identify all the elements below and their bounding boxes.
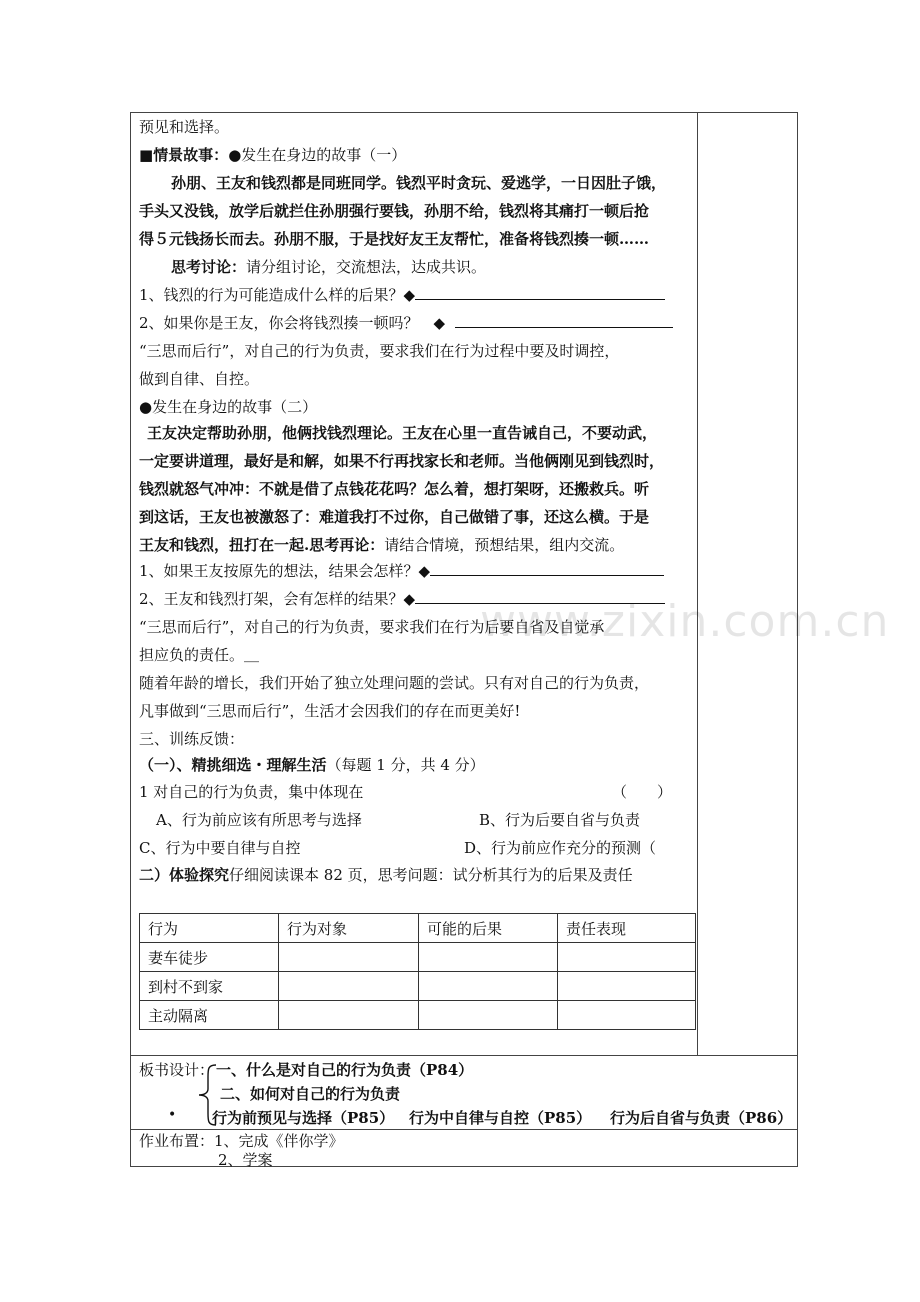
homework-line-1 — [139, 1131, 344, 1151]
table-cell[interactable] — [279, 943, 419, 972]
discuss-line — [171, 257, 486, 277]
behavior-table — [139, 913, 696, 1030]
table-header-cell: 可能的后果 — [419, 914, 558, 943]
table-row-label: 妻车徒步 — [140, 943, 279, 972]
table-header-row — [140, 914, 696, 943]
question-2 — [139, 313, 673, 333]
table-cell[interactable] — [558, 943, 696, 972]
summary1-line-1: “三思而后行”，对自己的行为负责，要求我们在行为过程中要及时调控， — [139, 342, 620, 360]
board-label: 板书设计： — [139, 1061, 215, 1079]
table-cell[interactable] — [558, 972, 696, 1001]
story2-last-bold: 王友和钱烈，扭打在一起. — [139, 536, 310, 554]
board-sub-3: 行为后自省与负责（P86） — [610, 1109, 793, 1127]
story1-title: ●发生在身边的故事（一） — [228, 146, 407, 164]
story2-line-5 — [139, 535, 624, 555]
table-header-cell: 行为对象 — [279, 914, 419, 943]
table-cell[interactable] — [419, 943, 558, 972]
part2-text: 仔细阅读课本 82 页，思考问题：试分析其行为的后果及责任 — [229, 866, 633, 884]
section-3-heading: 三、训练反馈： — [139, 730, 245, 748]
table-row — [140, 972, 696, 1001]
answer-blank-4[interactable] — [415, 589, 665, 604]
discuss-label: 思考讨论： — [171, 258, 247, 276]
rethink-label: 思考再论： — [309, 536, 385, 554]
mc-option-c: C、行为中要自律与自控 — [139, 839, 301, 857]
frame-left — [130, 112, 131, 1167]
table-cell[interactable] — [419, 972, 558, 1001]
table-row-label: 主动隔离 — [140, 1001, 279, 1030]
bullet-icon: • — [168, 1107, 177, 1123]
rethink-text: 请结合情境，预想结果，组内交流。 — [384, 536, 625, 554]
summary1-line-2: 做到自律、自控。 — [139, 370, 260, 388]
answer-blank-1[interactable] — [415, 285, 665, 300]
story1-line-2: 手头又没钱，放学后就拦住孙朋强行要钱，孙朋不给，钱烈将其痛打一顿后抢 — [139, 202, 650, 220]
table-row-label: 到村不到家 — [140, 972, 279, 1001]
mc-answer-paren[interactable]: （ ） — [612, 783, 673, 801]
question-4-text: 2、王友和钱烈打架，会有怎样的结果？◆ — [139, 590, 416, 608]
question-1-text: 1、钱烈的行为可能造成什么样的后果？◆ — [139, 286, 416, 304]
text-line-0: 预见和选择。 — [139, 118, 230, 136]
part2-heading — [139, 865, 633, 885]
story2-line-1: 王友决定帮助孙朋，他俩找钱烈理论。王友在心里一直告诫自己，不要动武， — [147, 424, 658, 442]
scene-label: ■情景故事： — [139, 146, 229, 164]
mc-option-d: D、行为前应作充分的预测（ — [464, 839, 657, 857]
story2-line-4: 到这话，王友也被激怒了：难道我打不过你，自己做错了事，还这么横。于是 — [139, 508, 650, 526]
mc-option-a: A、行为前应该有所思考与选择 — [156, 811, 362, 829]
mc-option-b: B、行为后要自省与负责 — [479, 811, 641, 829]
table-cell[interactable] — [279, 1001, 419, 1030]
summary2-line-1: “三思而后行”，对自己的行为负责，要求我们在行为后要自省及自觉承 — [139, 618, 605, 636]
story2-line-3: 钱烈就怒气冲冲：不就是借了点钱花花吗？怎么着，想打架呀，还搬救兵。听 — [139, 480, 650, 498]
board-sub-2: 行为中自律与自控（P85） — [409, 1109, 592, 1127]
frame-homework-top — [130, 1129, 798, 1130]
table-row — [140, 1001, 696, 1030]
question-3-text: 1、如果王友按原先的想法，结果会怎样？◆ — [139, 562, 431, 580]
table-cell[interactable] — [558, 1001, 696, 1030]
frame-inner-divider — [697, 112, 698, 1056]
board-sub-1: 行为前预见与选择（P85） — [212, 1109, 395, 1127]
frame-board-top — [130, 1055, 798, 1056]
mc-question: 1 对自己的行为负责，集中体现在 — [139, 783, 364, 801]
part1-note: （每题 1 分，共 4 分） — [326, 756, 485, 774]
answer-blank-3[interactable] — [430, 561, 664, 576]
table-header-cell: 责任表现 — [558, 914, 696, 943]
story1-line-3: 得５元钱扬长而去。孙朋不服，于是找好友王友帮忙，准备将钱烈揍一顿…… — [139, 230, 650, 248]
story1-line-1: 孙朋、王友和钱烈都是同班同学。钱烈平时贪玩、爱逃学，一日因肚子饿， — [171, 174, 667, 192]
question-1 — [139, 285, 665, 305]
scene-heading — [139, 145, 406, 165]
board-item-2: 二、如何对自己的行为负责 — [220, 1085, 401, 1103]
part1-heading — [139, 755, 485, 775]
question-2-text: 2、如果你是王友，你会将钱烈揍一顿吗？ ◆ — [139, 314, 446, 332]
table-header-cell: 行为 — [140, 914, 279, 943]
story2-line-2: 一定要讲道理，最好是和解，如果不行再找家长和老师。当他俩刚见到钱烈时， — [139, 452, 665, 470]
homework-item-2: 2、学案 — [218, 1151, 273, 1169]
table-cell[interactable] — [419, 1001, 558, 1030]
story2-title: ●发生在身边的故事（二） — [139, 398, 318, 416]
discuss-text: 请分组讨论，交流想法，达成共识。 — [246, 258, 487, 276]
table-row — [140, 943, 696, 972]
question-4 — [139, 589, 665, 609]
question-3 — [139, 561, 664, 581]
answer-blank-2[interactable] — [455, 313, 673, 328]
table-cell[interactable] — [279, 972, 419, 1001]
part2-title: 二）体验探究 — [139, 866, 230, 884]
homework-label: 作业布置： — [139, 1132, 215, 1150]
part1-title: （一）、精挑细选・理解生活 — [139, 756, 327, 774]
watermark: www.zixin.com.cn — [480, 596, 890, 647]
conclusion-line-1: 随着年龄的增长，我们开始了独立处理问题的尝试。只有对自己的行为负责， — [139, 674, 650, 692]
conclusion-line-2: 凡事做到“三思而后行”，生活才会因我们的存在而更美好! — [139, 702, 521, 720]
homework-item-1: 1、完成《伴你学》 — [214, 1132, 344, 1150]
summary2-line-2: 担应负的责任。＿ — [139, 646, 260, 664]
board-item-1: 一、什么是对自己的行为负责（P84） — [216, 1061, 474, 1079]
